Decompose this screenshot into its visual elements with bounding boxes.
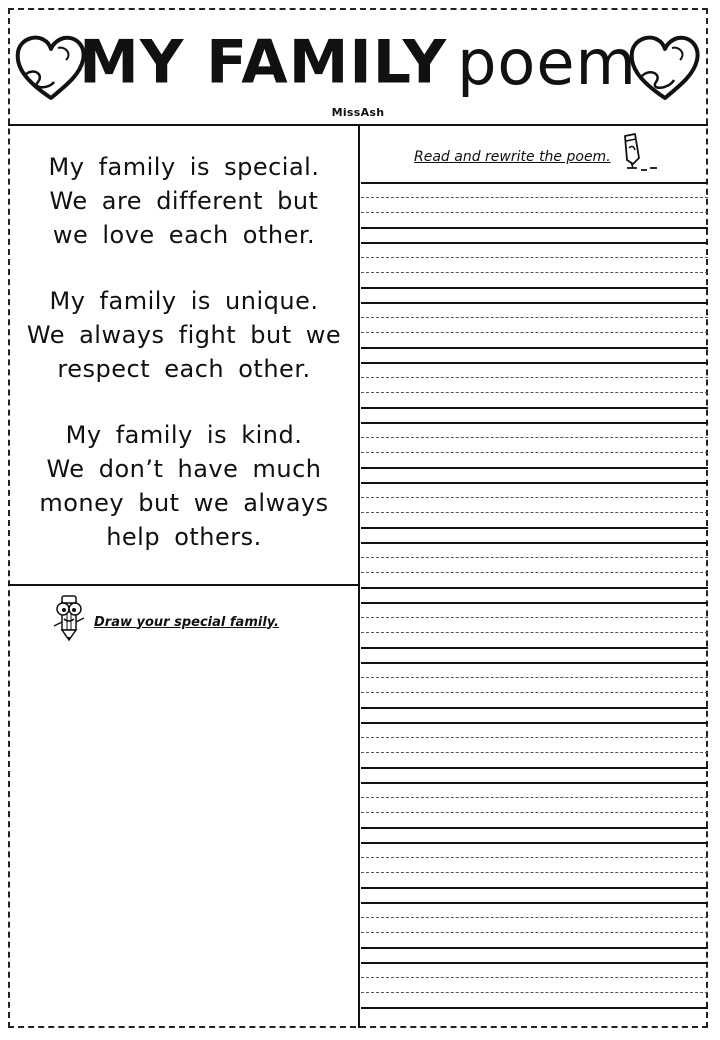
writing-line-solid bbox=[361, 287, 708, 289]
poem-stanza bbox=[14, 150, 354, 252]
writing-line-solid bbox=[361, 422, 708, 424]
poem-line: money but we always bbox=[39, 489, 329, 517]
writing-line-solid bbox=[361, 887, 708, 889]
poem-stanza bbox=[14, 284, 354, 386]
writing-line-solid bbox=[361, 227, 708, 229]
column-divider bbox=[358, 124, 360, 1028]
writing-line-solid bbox=[361, 182, 708, 184]
writing-line-dashed bbox=[361, 932, 708, 933]
writing-line-dashed bbox=[361, 452, 708, 453]
writing-line-dashed bbox=[361, 692, 708, 693]
writing-line-solid bbox=[361, 722, 708, 724]
writing-line-dashed bbox=[361, 872, 708, 873]
writing-line-solid bbox=[361, 347, 708, 349]
writing-line-dashed bbox=[361, 497, 708, 498]
writing-line-solid bbox=[361, 902, 708, 904]
writing-line-solid bbox=[361, 962, 708, 964]
drawing-area[interactable] bbox=[10, 646, 356, 1024]
writing-line-dashed bbox=[361, 977, 708, 978]
rewrite-prompt-text: Read and rewrite the poem. bbox=[414, 149, 611, 165]
writing-line-dashed bbox=[361, 332, 708, 333]
writing-line-solid bbox=[361, 947, 708, 949]
pencil-mascot-icon bbox=[50, 592, 88, 642]
writing-line-solid bbox=[361, 1007, 708, 1009]
writing-line-dashed bbox=[361, 857, 708, 858]
writing-line-dashed bbox=[361, 917, 708, 918]
worksheet-title bbox=[8, 26, 708, 99]
writing-line-dashed bbox=[361, 437, 708, 438]
writing-line-solid bbox=[361, 407, 708, 409]
writing-lines-area[interactable] bbox=[361, 124, 708, 1028]
writing-line-solid bbox=[361, 482, 708, 484]
writing-line-dashed bbox=[361, 317, 708, 318]
writing-line-dashed bbox=[361, 377, 708, 378]
writing-line-dashed bbox=[361, 272, 708, 273]
draw-prompt bbox=[50, 592, 279, 642]
writing-line-dashed bbox=[361, 572, 708, 573]
writing-line-dashed bbox=[361, 812, 708, 813]
writing-line-solid bbox=[361, 842, 708, 844]
poem-stanza bbox=[14, 418, 354, 554]
writing-line-dashed bbox=[361, 257, 708, 258]
worksheet-header bbox=[8, 8, 708, 126]
title-light-text: poem bbox=[457, 26, 637, 99]
poem-line: My family is unique. bbox=[49, 287, 319, 315]
writing-line-dashed bbox=[361, 632, 708, 633]
writing-line-solid bbox=[361, 647, 708, 649]
poem-line: We always fight but we bbox=[26, 321, 342, 349]
writing-line-dashed bbox=[361, 617, 708, 618]
poem-line: We don’t have much bbox=[46, 455, 322, 483]
poem-line: help others. bbox=[106, 523, 262, 551]
title-bold-text: MY FAMILY bbox=[79, 27, 448, 98]
writing-line-solid bbox=[361, 527, 708, 529]
writing-line-dashed bbox=[361, 797, 708, 798]
poem-line: respect each other. bbox=[57, 355, 311, 383]
poem-line: we love each other. bbox=[52, 221, 316, 249]
writing-line-solid bbox=[361, 767, 708, 769]
writing-line-solid bbox=[361, 662, 708, 664]
writing-line-dashed bbox=[361, 512, 708, 513]
author-credit: MissAsh bbox=[331, 106, 385, 119]
writing-line-dashed bbox=[361, 392, 708, 393]
writing-line-dashed bbox=[361, 677, 708, 678]
writing-line-dashed bbox=[361, 212, 708, 213]
writing-line-solid bbox=[361, 467, 708, 469]
writing-line-solid bbox=[361, 242, 708, 244]
writing-line-solid bbox=[361, 602, 708, 604]
writing-line-dashed bbox=[361, 752, 708, 753]
poem-line: My family is special. bbox=[48, 153, 320, 181]
poem-line: My family is kind. bbox=[65, 421, 303, 449]
writing-line-solid bbox=[361, 827, 708, 829]
writing-line-solid bbox=[361, 707, 708, 709]
writing-line-dashed bbox=[361, 737, 708, 738]
writing-line-solid bbox=[361, 587, 708, 589]
writing-line-solid bbox=[361, 542, 708, 544]
writing-line-solid bbox=[361, 782, 708, 784]
poem-text bbox=[14, 150, 354, 586]
writing-line-solid bbox=[361, 362, 708, 364]
poem-line: We are different but bbox=[49, 187, 319, 215]
draw-prompt-text: Draw your special family. bbox=[94, 614, 279, 630]
writing-line-dashed bbox=[361, 557, 708, 558]
heart-icon bbox=[628, 32, 702, 104]
writing-line-dashed bbox=[361, 992, 708, 993]
writing-line-solid bbox=[361, 302, 708, 304]
writing-line-dashed bbox=[361, 197, 708, 198]
